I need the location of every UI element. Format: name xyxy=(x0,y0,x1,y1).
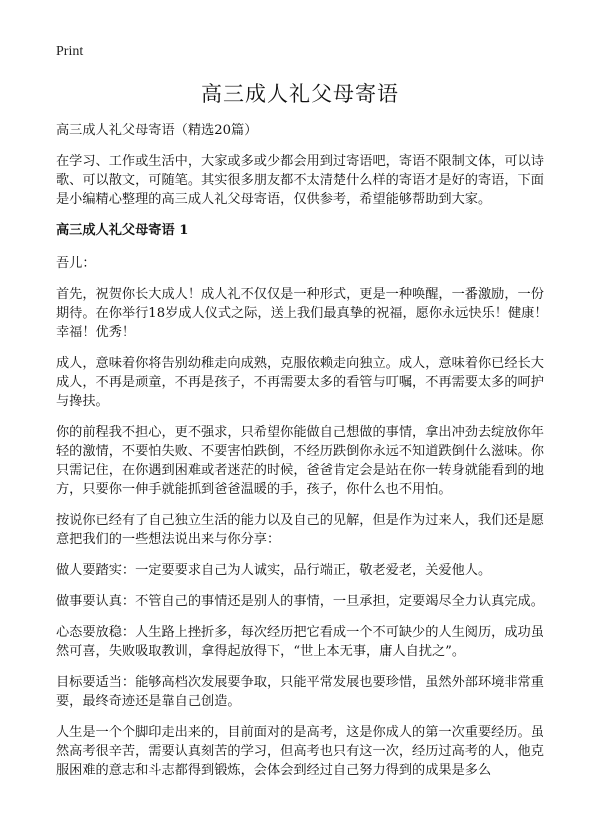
paragraph-adulthood: 成人，意味着你将告别幼稚走向成熟，克服依赖走向独立。成人，意味着你已经长大成人，不再是顽童，不再是孩子，不再需要太多的看管与叮嘱，不再需要太多的呵护与搀扶。 xyxy=(56,356,544,409)
paragraph-goals: 目标要适当：能够高档次发展要争取，只能平常发展也要珍惜，虽然外部环境非常重要，最终奇迹还是靠自己创造。 xyxy=(56,675,544,709)
article-subtitle: 高三成人礼父母寄语（精选20篇） xyxy=(56,123,258,138)
paragraph-be-honest: 做人要踏实：一定要要求自己为人诚实，品行端正，敬老爱老，关爱他人。 xyxy=(56,563,492,578)
section-heading: 高三成人礼父母寄语 1 xyxy=(56,223,189,238)
print-link[interactable]: Print xyxy=(56,44,84,59)
article-body xyxy=(56,121,548,792)
paragraph-future: 你的前程我不担心，更不强求，只希望你能做自己想做的事情，拿出冲劲去绽放你年轻的激情，不要怕失败、不要害怕跌倒，不经历跌倒你永远不知道跌倒什么滋味。你只需记住，在你遇到困难或者迷茫的时候，爸爸肯定会是站在你一转身就能看到的地方，只要你一伸手就能抓到爸爸温暖的手，孩子，你什么也不用怕。 xyxy=(56,425,544,497)
paragraph-be-calm: 心态要放稳：人生路上挫折多，每次经历把它看成一个不可缺少的人生阅历，成功虽然可喜，失败吸取教训，拿得起放得下，“世上本无事，庸人自扰之”。 xyxy=(56,625,544,659)
paragraph-congrats: 首先，祝贺你长大成人！成人礼不仅仅是一种形式，更是一种唤醒，一番激励，一份期待。在你举行18岁成人仪式之际，送上我们最真挚的祝福，愿你永远快乐！健康！幸福！优秀！ xyxy=(56,287,548,340)
intro-paragraph: 在学习、工作或生活中，大家或多或少都会用到过寄语吧，寄语不限制文体，可以诗歌、可以散文，可随笔。其实很多朋友都不太清楚什么样的寄语才是好的寄语，下面是小编精心整理的高三成人礼父母寄语，仅供参考，希望能够帮助到大家。 xyxy=(56,154,544,207)
paragraph-gaokao: 人生是一个个脚印走出来的，目前面对的是高考，这是你成人的第一次重要经历。虽然高考很辛苦，需要认真刻苦的学习，但高考也只有这一次，经历过高考的人，他克服困难的意志和斗志都得到锻炼，会体会到经过自己努力得到的成果是多么 xyxy=(56,725,544,778)
paragraph-be-serious: 做事要认真：不管自己的事情还是别人的事情，一旦承担，定要竭尽全力认真完成。 xyxy=(56,594,544,609)
page-title: 高三成人礼父母寄语 xyxy=(201,82,399,106)
greeting: 吾儿： xyxy=(56,256,96,271)
paragraph-share: 按说你已经有了自己独立生活的能力以及自己的见解，但是作为过来人，我们还是愿意把我们的一些想法说出来与你分享： xyxy=(56,513,544,547)
